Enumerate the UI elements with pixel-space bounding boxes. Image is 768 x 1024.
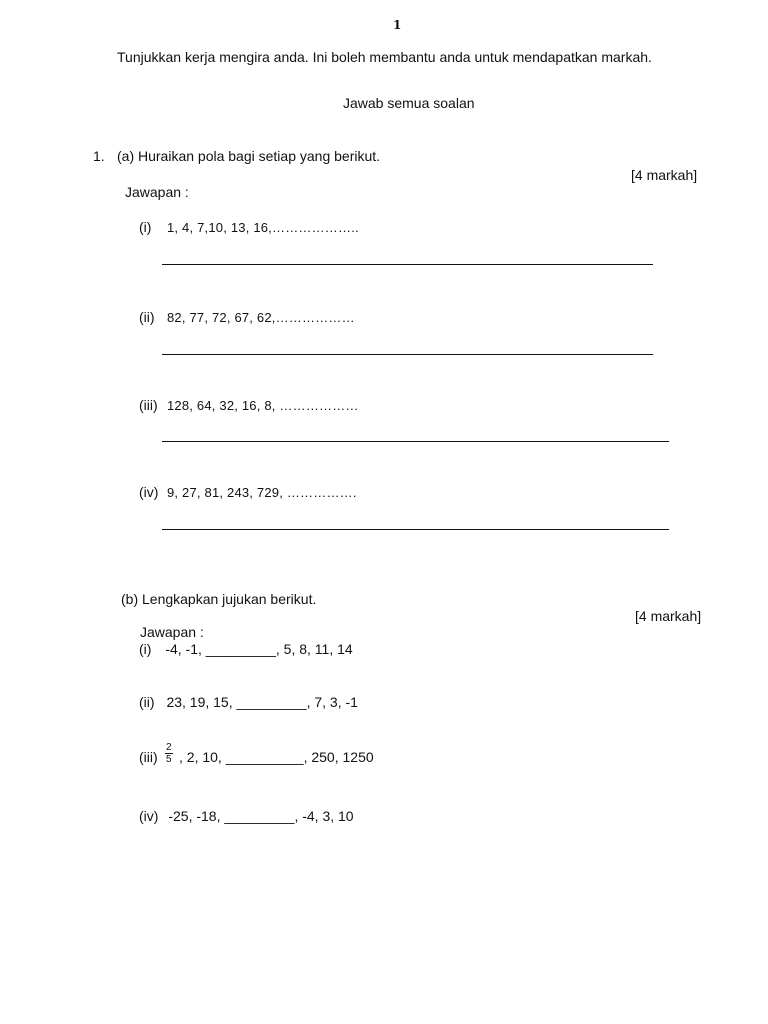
- part-b-item: [139, 694, 358, 710]
- sequence-start: 23, 19, 15,: [166, 694, 233, 710]
- answer-line[interactable]: [162, 264, 653, 265]
- fraction-denominator: 5: [166, 754, 172, 765]
- part-a-item-label: (iii): [139, 397, 158, 413]
- answer-line[interactable]: [162, 354, 653, 355]
- part-b-item-label: (ii): [139, 694, 155, 710]
- part-b-answer-label: Jawapan :: [140, 624, 204, 640]
- part-b-item-label: (iii): [139, 749, 158, 765]
- sequence-end: , -4, 3, 10: [294, 808, 354, 824]
- section-heading: Jawab semua soalan: [343, 95, 475, 111]
- part-b-prompt: (b) Lengkapkan jujukan berikut.: [121, 591, 317, 607]
- part-a-item-label: (i): [139, 219, 152, 235]
- part-b-item: [179, 749, 374, 765]
- sequence-blank[interactable]: _________: [236, 694, 307, 710]
- sequence-blank[interactable]: _________: [224, 808, 295, 824]
- sequence-blank[interactable]: __________: [225, 749, 304, 765]
- question-number: 1.: [93, 148, 105, 164]
- part-a-prompt: (a) Huraikan pola bagi setiap yang berikut.: [117, 148, 381, 164]
- part-a-sequence: 9, 27, 81, 243, 729, …………….: [167, 485, 357, 500]
- answer-line[interactable]: [162, 529, 669, 530]
- sequence-blank[interactable]: _________: [205, 641, 276, 657]
- part-b-item: [139, 808, 354, 824]
- part-a-sequence: 82, 77, 72, 67, 62,………………: [167, 310, 355, 325]
- sequence-start: -4, -1,: [165, 641, 202, 657]
- sequence-start: , 2, 10,: [179, 749, 222, 765]
- sequence-end: , 250, 1250: [303, 749, 374, 765]
- part-a-sequence: 128, 64, 32, 16, 8, ………………: [167, 398, 359, 413]
- page-number: 1: [393, 18, 402, 32]
- part-a-item-label: (iv): [139, 484, 159, 500]
- part-b-item: [139, 641, 353, 657]
- part-a-marks: [4 markah]: [631, 167, 698, 183]
- part-b-item-label: (i): [139, 641, 152, 657]
- answer-line[interactable]: [162, 441, 669, 442]
- sequence-end: , 5, 8, 11, 14: [275, 641, 353, 657]
- sequence-end: , 7, 3, -1: [306, 694, 358, 710]
- part-a-item-label: (ii): [139, 309, 155, 325]
- part-b-marks: [4 markah]: [635, 608, 702, 624]
- sequence-start: -25, -18,: [168, 808, 221, 824]
- instruction-text: Tunjukkan kerja mengira anda. Ini boleh membantu anda untuk mendapatkan markah.: [117, 49, 652, 65]
- fraction-numerator: 2: [166, 742, 172, 753]
- fraction: [165, 742, 173, 765]
- part-a-sequence: 1, 4, 7,10, 13, 16,………………..: [167, 220, 359, 235]
- part-a-answer-label: Jawapan :: [125, 184, 189, 200]
- part-b-item-label: (iv): [139, 808, 159, 824]
